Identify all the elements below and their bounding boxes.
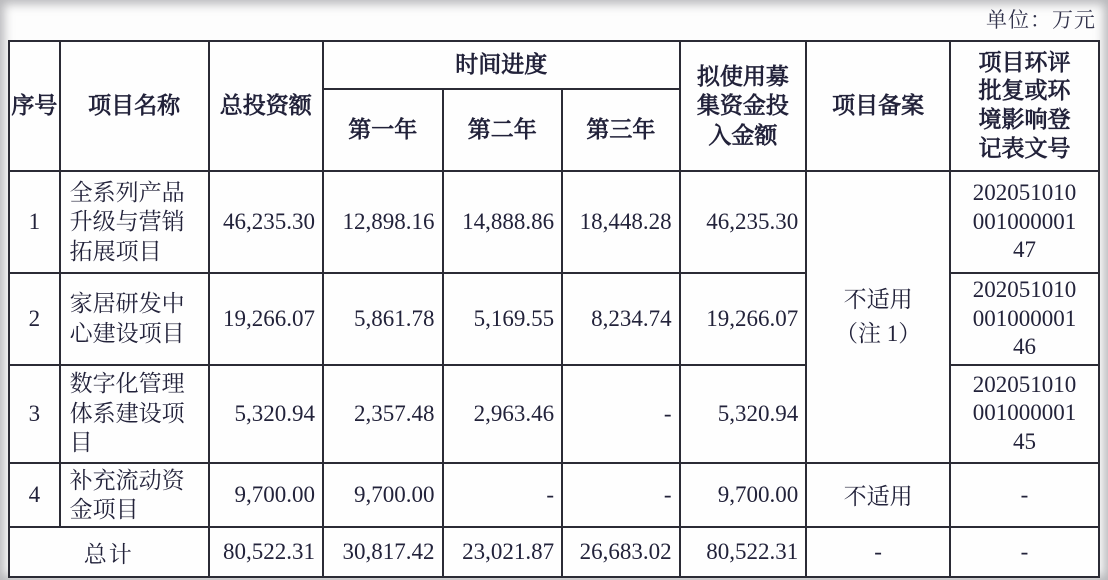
cell-raised-funds: 46,235.30 xyxy=(680,171,807,273)
cell-year3: 26,683.02 xyxy=(562,527,680,577)
cell-filing-merged xyxy=(806,171,950,463)
cell-eia: - xyxy=(950,527,1099,577)
cell-raised-funds: 19,266.07 xyxy=(680,273,807,365)
header-schedule: 时间进度 xyxy=(323,41,680,89)
cell-project-name: 数字化管理体系建设项目 xyxy=(60,365,209,463)
cell-year2: 5,169.55 xyxy=(443,273,563,365)
header-year3: 第三年 xyxy=(562,89,680,171)
unit-label: 单位：万元 xyxy=(986,8,1096,32)
header-year1: 第一年 xyxy=(323,89,443,171)
cell-total-investment: 5,320.94 xyxy=(209,365,323,463)
cell-project-name: 家居研发中心建设项目 xyxy=(60,273,209,365)
cell-total-investment: 80,522.31 xyxy=(209,527,323,577)
cell-year2: 2,963.46 xyxy=(443,365,563,463)
cell-filing: 不适用 xyxy=(806,463,950,528)
cell-year1: 5,861.78 xyxy=(323,273,443,365)
cell-year2: - xyxy=(443,463,563,528)
table-row xyxy=(9,463,1099,528)
header-total-investment: 总投资额 xyxy=(209,41,323,171)
header-serial: 序号 xyxy=(9,41,60,171)
cell-year2: 23,021.87 xyxy=(443,527,563,577)
cell-filing: - xyxy=(806,527,950,577)
cell-project-name: 补充流动资金项目 xyxy=(60,463,209,528)
cell-year3: - xyxy=(562,463,680,528)
table-row xyxy=(9,171,1099,273)
total-row xyxy=(9,527,1099,577)
cell-total-investment: 46,235.30 xyxy=(209,171,323,273)
cell-serial: 2 xyxy=(9,273,60,365)
cell-project-name: 全系列产品升级与营销拓展项目 xyxy=(60,171,209,273)
cell-serial: 1 xyxy=(9,171,60,273)
header-project-name: 项目名称 xyxy=(60,41,209,171)
use-of-proceeds-table xyxy=(8,40,1100,578)
cell-year3: - xyxy=(562,365,680,463)
header-year2: 第二年 xyxy=(443,89,563,171)
cell-year1: 30,817.42 xyxy=(323,527,443,577)
cell-year1: 9,700.00 xyxy=(323,463,443,528)
cell-total-investment: 19,266.07 xyxy=(209,273,323,365)
cell-eia: - xyxy=(950,463,1099,528)
cell-eia: 20205101000100000146 xyxy=(950,273,1099,365)
header-filing: 项目备案 xyxy=(806,41,950,171)
header-eia: 项目环评批复或环境影响登记表文号 xyxy=(950,41,1099,171)
cell-eia: 20205101000100000145 xyxy=(950,365,1099,463)
cell-year2: 14,888.86 xyxy=(443,171,563,273)
cell-raised-funds: 80,522.31 xyxy=(680,527,807,577)
filing-line1: 不适用 xyxy=(843,287,913,313)
header-row-top xyxy=(9,41,1099,89)
filing-line2: （注 1） xyxy=(834,320,922,346)
cell-raised-funds: 5,320.94 xyxy=(680,365,807,463)
cell-eia: 20205101000100000147 xyxy=(950,171,1099,273)
cell-year1: 2,357.48 xyxy=(323,365,443,463)
cell-serial: 3 xyxy=(9,365,60,463)
cell-year1: 12,898.16 xyxy=(323,171,443,273)
cell-serial: 4 xyxy=(9,463,60,528)
cell-raised-funds: 9,700.00 xyxy=(680,463,807,528)
cell-total-label: 总计 xyxy=(9,527,209,577)
cell-year3: 8,234.74 xyxy=(562,273,680,365)
cell-year3: 18,448.28 xyxy=(562,171,680,273)
cell-total-investment: 9,700.00 xyxy=(209,463,323,528)
header-raised-funds: 拟使用募集资金投入金额 xyxy=(680,41,807,171)
